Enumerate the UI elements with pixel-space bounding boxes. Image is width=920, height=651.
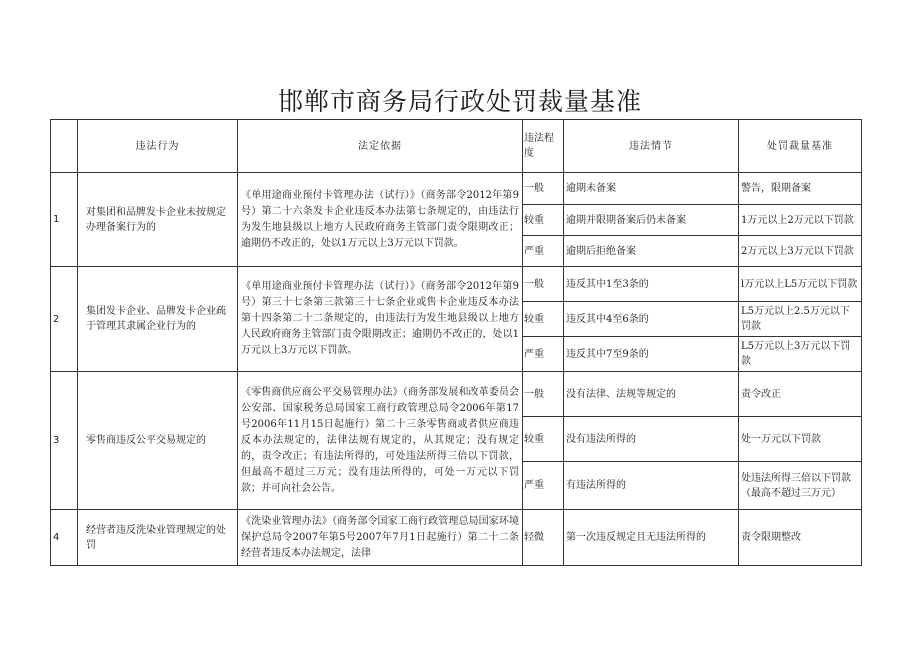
- table-row: [51, 372, 862, 417]
- violation-action: 经营者违反洗染业管理规定的处罚: [78, 510, 238, 566]
- header-degree: 违法程度: [523, 120, 564, 173]
- table-row: [51, 173, 862, 205]
- violation-degree: 一般: [523, 267, 564, 302]
- penalty-standard: 责令限期整改: [739, 510, 862, 566]
- table-row: [51, 510, 862, 566]
- penalty-standard: l万元以上L5万元以下罚款: [739, 267, 862, 302]
- legal-basis: 《单用途商业预付卡管理办法（试行）》（商务部令2012年第9号）第三十七条第三款第三十七条企业或售卡企业违反本办法第十四条第二十二条规定的，由违法行为发生地县级以上地方人民政府商务主管部门责令限期改正；逾期仍不改正的，处以1万元以上3万元以下罚款。: [238, 267, 523, 372]
- violation-degree: 较重: [523, 417, 564, 462]
- penalty-table: [50, 119, 862, 566]
- violation-circumstance: 违反其中1至3条的: [564, 267, 739, 302]
- penalty-standard: 处违法所得三倍以下罚款（最高不超过三万元）: [739, 462, 862, 510]
- legal-basis: 《零售商供应商公平交易管理办法》（商务部发展和改革委员会公安部、国家税务总局国家工商行政管理总局令2006年第17号2006年11月15日起施行）第二十三条零售商或者供应商违反本办法规定的，法律法规有规定的，从其规定；没有规定的，责令改正；有违法所得的，可处违法所得三倍以下罚款，但最高不超过三万元；没有违法所得的，可处一万元以下罚款；并可向社会公告。: [238, 372, 523, 510]
- violation-degree: 一般: [523, 372, 564, 417]
- penalty-standard: L5万元以上2.5万元以下罚款: [739, 302, 862, 337]
- page-title: 邯郸市商务局行政处罚裁量基准: [277, 87, 642, 116]
- violation-circumstance: 逾期后拒绝备案: [564, 236, 739, 267]
- violation-circumstance: 没有法律、法规等规定的: [564, 372, 739, 417]
- penalty-standard: 2万元以上3万元以下罚款: [739, 236, 862, 267]
- violation-circumstance: 有违法所得的: [564, 462, 739, 510]
- penalty-standard: 警告，限期备案: [739, 173, 862, 205]
- violation-action: 零售商违反公平交易规定的: [78, 372, 238, 510]
- header-action: 违法行为: [78, 120, 238, 173]
- header-row: [51, 120, 862, 173]
- violation-circumstance: 逾期并限期备案后仍未备案: [564, 205, 739, 236]
- header-basis: 法定依据: [238, 120, 523, 173]
- row-number: 3: [51, 372, 78, 510]
- violation-circumstance: 违反其中7至9条的: [564, 337, 739, 372]
- violation-degree: 较重: [523, 302, 564, 337]
- violation-degree: 轻微: [523, 510, 564, 566]
- violation-circumstance: 第一次违反规定且无违法所得的: [564, 510, 739, 566]
- legal-basis: 《单用途商业预付卡管理办法（试行）》（商务部令2012年第9号）第二十六条发卡企业违反本办法第七条规定的，由违法行为发生地县级以上地方人民政府商务主管部门责令限期改正；逾期仍不改正的，处以1万元以上3万元以下罚款。: [238, 173, 523, 267]
- violation-degree: 较重: [523, 205, 564, 236]
- header-num: [51, 120, 78, 173]
- row-number: 2: [51, 267, 78, 372]
- violation-action: 集团发卡企业、品牌发卡企业疏于管理其隶属企业行为的: [78, 267, 238, 372]
- penalty-standard: L5万元以上3万元以下罚款: [739, 337, 862, 372]
- violation-circumstance: 违反其中4至6条的: [564, 302, 739, 337]
- row-number: 1: [51, 173, 78, 267]
- penalty-standard: 处一万元以下罚款: [739, 417, 862, 462]
- violation-degree: 一般: [523, 173, 564, 205]
- violation-circumstance: 逾期未备案: [564, 173, 739, 205]
- violation-circumstance: 没有违法所得的: [564, 417, 739, 462]
- table-row: [51, 267, 862, 302]
- violation-degree: 严重: [523, 462, 564, 510]
- header-circumstance: 违法情节: [564, 120, 739, 173]
- header-standard: 处罚裁量基准: [739, 120, 862, 173]
- violation-degree: 严重: [523, 236, 564, 267]
- row-number: 4: [51, 510, 78, 566]
- violation-degree: 严重: [523, 337, 564, 372]
- penalty-standard: 责令改正: [739, 372, 862, 417]
- legal-basis: 《洗染业管理办法》（商务部令国家工商行政管理总局国家环境保护总局令2007年第5号2007年7月1日起施行）第二十二条经营者违反本办法规定，法律: [238, 510, 523, 566]
- penalty-standard: 1万元以上2万元以下罚款: [739, 205, 862, 236]
- violation-action: 对集团和品牌发卡企业未按规定办理备案行为的: [78, 173, 238, 267]
